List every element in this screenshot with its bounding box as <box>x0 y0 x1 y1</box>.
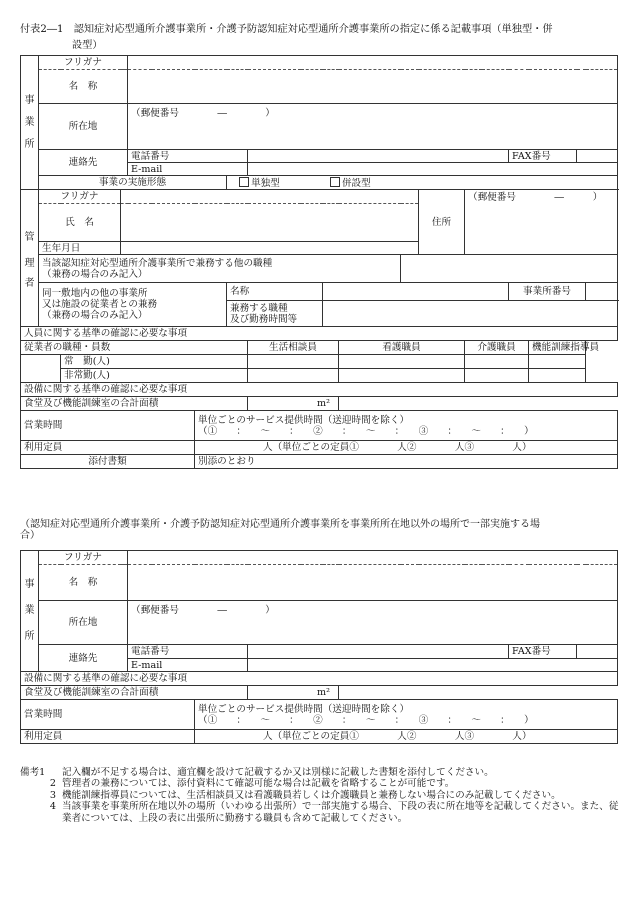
c2-role-label: 兼務する職種 及び勤務時間等 <box>227 301 323 327</box>
jigyosho-address-field[interactable] <box>128 104 618 150</box>
staff-col-counselor: 生活相談員 <box>248 341 339 355</box>
branch-hours-field[interactable] <box>195 700 618 730</box>
jigyosho-postal: （郵便番号 ― ） <box>131 108 275 119</box>
fulltime-nurse-field[interactable] <box>339 355 465 369</box>
kanrisha-name-field[interactable] <box>121 204 419 242</box>
jigyosho-contact-label: 連絡先 <box>39 150 128 176</box>
capacity-field[interactable]: 人（単位ごとの定員① 人② 人③ 人） <box>195 441 618 455</box>
branch-address-label: 所在地 <box>39 601 128 645</box>
single-type-checkbox[interactable] <box>239 177 249 187</box>
form-type-label: 事業の実施形態 <box>39 176 227 190</box>
kanrisha-name-label: 氏 名 <box>39 204 121 242</box>
kanrisha-address-label: 住所 <box>419 190 465 255</box>
branch-area-label: 食堂及び機能訓練室の合計面積 <box>21 686 248 700</box>
kanrisha-concurrent1-label: 当該認知症対応型通所介護事業所で兼務する他の職種 （兼務の場合のみ記入） <box>39 255 401 283</box>
parttime-caregiver-field[interactable] <box>465 369 529 383</box>
jigyosho-furigana-label: フリガナ <box>39 56 128 70</box>
c2-name-label: 名称 <box>227 283 323 301</box>
combined-type-label: 併設型 <box>341 177 371 189</box>
note-item: 2 管理者の兼務については、添付資料にて確認可能な場合は記載を省略することが可能です。 <box>49 778 455 790</box>
staff-col-nurse: 看護職員 <box>339 341 465 355</box>
branch-email-field[interactable] <box>248 659 618 672</box>
c2-number-field[interactable] <box>586 283 618 301</box>
parttime-trainer-field[interactable] <box>529 369 586 383</box>
main-form-table <box>20 55 618 469</box>
jigyosho-tel-field[interactable] <box>248 150 509 163</box>
branch-fax-field[interactable] <box>577 645 618 659</box>
notes-section <box>20 767 620 824</box>
single-type-label: 単独型 <box>251 177 280 189</box>
branch-email-label: E-mail <box>128 659 248 672</box>
fulltime-caregiver-field[interactable] <box>465 355 529 369</box>
branch-tel-label: 電話番号 <box>128 645 248 659</box>
staff-col-caregiver: 介護職員 <box>465 341 529 355</box>
capacity-label: 利用定員 <box>21 441 195 455</box>
hours-field[interactable] <box>195 411 618 441</box>
note-item: 備考1 記入欄が不足する場合は、適宜欄を設けて記載するか又は別様に記載した書類を添付してください。 <box>20 767 494 778</box>
branch-name-label: 名 称 <box>39 565 128 601</box>
kanrisha-furigana-label: フリガナ <box>39 190 121 204</box>
branch-address-field[interactable] <box>128 601 618 645</box>
branch-form-table <box>20 550 618 744</box>
kanrisha-side-label: 管 理 者 <box>21 190 39 327</box>
jigyosho-fax-label: FAX番号 <box>509 150 577 163</box>
kanrisha-concurrent2-label: 同一敷地内の他の事業所 又は施設の従業者との兼務 （兼務の場合のみ記入） <box>39 283 227 327</box>
c2-role-field[interactable] <box>323 301 618 327</box>
staff-parttime-label: 非常勤(人) <box>61 369 248 383</box>
branch-hours-desc: 単位ごとのサービス提供時間（送迎時間を除く） <box>198 703 410 715</box>
note-item: 4 当該事業を事業所所在地以外の場所（いわゆる出張所）で一部実施する場合、下段の表に所在地等を記載してください。また、従業者については、上段の表に出張所に勤務する職員も含めて記載してください。 <box>49 801 619 824</box>
attach-field: 別添のとおり <box>195 455 618 469</box>
c2-number-label: 事業所番号 <box>509 283 586 301</box>
form-type-options <box>227 176 618 190</box>
branch-section-title: （認知症対応型通所介護事業所・介護予防認知症対応型通所介護事業所を事業所所在地以外の場所で一部実施する場 合） <box>20 519 540 541</box>
branch-fax-label: FAX番号 <box>509 645 577 659</box>
jigyosho-email-field[interactable] <box>248 163 618 176</box>
branch-area-unit: m² <box>317 687 330 698</box>
kanrisha-concurrent1-field[interactable] <box>401 255 618 283</box>
jigyosho-furigana-field[interactable] <box>128 56 618 70</box>
branch-postal: （郵便番号 ― ） <box>131 605 275 616</box>
attach-label: 添付書類 <box>21 455 195 469</box>
kanrisha-birth-field[interactable] <box>121 242 419 255</box>
branch-hours-slots: （① ： ～ ： ② ： ～ ： ③ ： ～ ： ） <box>198 714 534 726</box>
staff-heading: 人員に関する基準の確認に必要な事項 <box>21 327 618 341</box>
kanrisha-furigana-field[interactable] <box>121 190 419 204</box>
jigyosho-name-field[interactable] <box>128 70 618 104</box>
fulltime-trainer-field[interactable] <box>529 355 586 369</box>
kanrisha-birth-label: 生年月日 <box>39 242 121 255</box>
title-line-1: 付表2―1 認知症対応型通所介護事業所・介護予防認知症対応型通所介護事業所の指定に係る記載事項（単独型・併 <box>20 24 553 35</box>
jigyosho-email-label: E-mail <box>128 163 248 176</box>
combined-type-checkbox[interactable] <box>330 177 340 187</box>
branch-name-field[interactable] <box>128 565 618 601</box>
area-unit: m² <box>317 398 330 409</box>
jigyosho-tel-label: 電話番号 <box>128 150 248 163</box>
branch-side-label: 事 業 所 <box>21 551 39 672</box>
fulltime-counselor-field[interactable] <box>248 355 339 369</box>
branch-furigana-label: フリガナ <box>39 551 128 565</box>
kanrisha-address-field[interactable] <box>465 190 618 255</box>
hours-desc: 単位ごとのサービス提供時間（送迎時間を除く） <box>198 414 410 426</box>
jigyosho-address-label: 所在地 <box>39 104 128 150</box>
jigyosho-fax-field[interactable] <box>577 150 618 163</box>
facility-area-label: 食堂及び機能訓練室の合計面積 <box>21 397 248 411</box>
branch-capacity-field[interactable]: 人（単位ごとの定員① 人② 人③ 人） <box>195 730 618 744</box>
parttime-counselor-field[interactable] <box>248 369 339 383</box>
facility-area-field[interactable] <box>248 397 339 411</box>
branch-capacity-label: 利用定員 <box>21 730 195 744</box>
facility-heading: 設備に関する基準の確認に必要な事項 <box>21 383 618 397</box>
branch-tel-field[interactable] <box>248 645 509 659</box>
staff-col-label: 従業者の職種・員数 <box>21 341 248 355</box>
branch-facility-heading: 設備に関する基準の確認に必要な事項 <box>21 672 618 686</box>
branch-area-field[interactable] <box>248 686 339 700</box>
title-line-2: 設型） <box>72 40 103 51</box>
hours-label: 営業時間 <box>21 411 195 441</box>
form-title <box>20 22 616 54</box>
jigyosho-side-label: 事 業 所 <box>21 56 39 190</box>
staff-fulltime-label: 常 勤(人) <box>61 355 248 369</box>
staff-col-trainer: 機能訓練指導員 <box>529 341 586 355</box>
c2-name-field[interactable] <box>323 283 509 301</box>
branch-hours-label: 営業時間 <box>21 700 195 730</box>
hours-slots: （① ： ～ ： ② ： ～ ： ③ ： ～ ： ） <box>198 425 534 437</box>
kanrisha-postal: （郵便番号 ― ） <box>468 192 603 203</box>
branch-contact-label: 連絡先 <box>39 645 128 672</box>
branch-furigana-field[interactable] <box>128 551 618 565</box>
parttime-nurse-field[interactable] <box>339 369 465 383</box>
note-item: 3 機能訓練指導員については、生活相談員又は看護職員若しくは介護職員と兼務しない場合にのみ記載してください。 <box>49 789 561 801</box>
jigyosho-name-label: 名 称 <box>39 70 128 104</box>
